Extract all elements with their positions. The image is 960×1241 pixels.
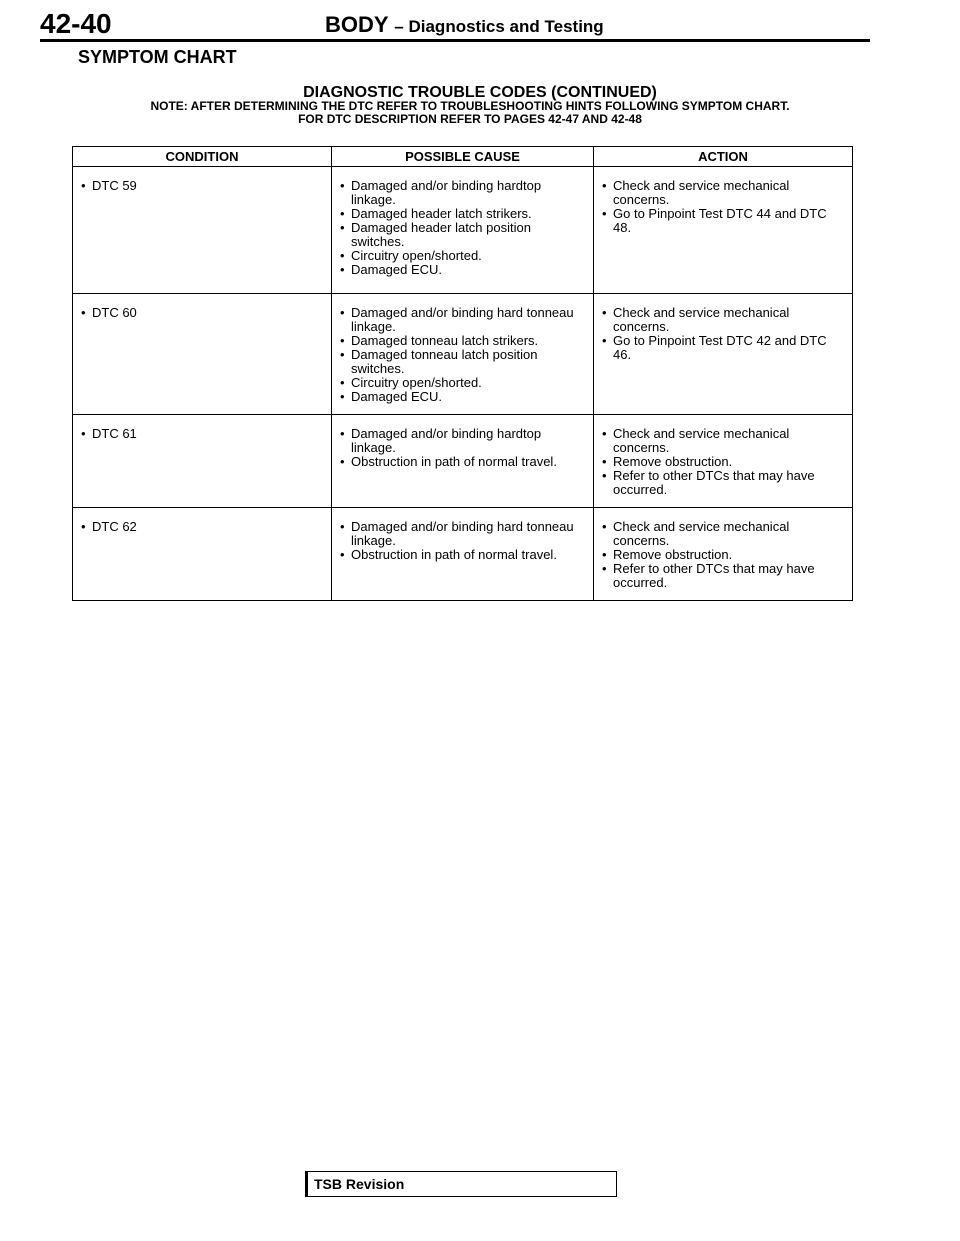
cause-cell — [332, 415, 594, 508]
action-item: • Go to Pinpoint Test DTC 44 and DTC 48. — [602, 207, 846, 235]
table-header-row — [73, 147, 853, 167]
action-cell — [594, 508, 853, 601]
condition-cell — [73, 415, 332, 508]
page-title-subtitle: – Diagnostics and Testing — [394, 17, 604, 36]
action-item: • Check and service mechanical concerns. — [602, 306, 846, 334]
condition-text: • DTC 60 — [81, 306, 325, 320]
cause-item: • Obstruction in path of normal travel. — [340, 548, 587, 562]
section-title: SYMPTOM CHART — [78, 47, 237, 67]
table-row — [73, 508, 853, 601]
cause-item: • Damaged and/or binding hard tonneau linkage. — [340, 520, 587, 548]
page-title — [325, 10, 604, 42]
header-condition: CONDITION — [73, 147, 332, 167]
cause-item: • Damaged ECU. — [340, 263, 587, 277]
cause-item: • Damaged header latch position switches. — [340, 221, 587, 249]
action-item: • Check and service mechanical concerns. — [602, 520, 846, 548]
cause-item: • Obstruction in path of normal travel. — [340, 455, 587, 469]
action-item: • Go to Pinpoint Test DTC 42 and DTC 46. — [602, 334, 846, 362]
cause-item: • Circuitry open/shorted. — [340, 249, 587, 263]
page-title-main: BODY — [325, 12, 389, 37]
cause-item: • Damaged tonneau latch position switches. — [340, 348, 587, 376]
action-item: • Refer to other DTCs that may have occurred. — [602, 562, 846, 590]
action-item: • Check and service mechanical concerns. — [602, 179, 846, 207]
cause-item: • Circuitry open/shorted. — [340, 376, 587, 390]
table-row — [73, 294, 853, 415]
action-item: • Remove obstruction. — [602, 548, 846, 562]
cause-item: • Damaged ECU. — [340, 390, 587, 404]
cause-item: • Damaged and/or binding hard tonneau linkage. — [340, 306, 587, 334]
page-header — [40, 8, 870, 40]
cause-item: • Damaged and/or binding hardtop linkage. — [340, 179, 587, 207]
tsb-box-edge — [306, 1172, 308, 1196]
header-rule — [40, 39, 870, 42]
tsb-revision-box — [305, 1171, 617, 1197]
condition-cell — [73, 167, 332, 294]
table-row — [73, 415, 853, 508]
dtc-heading: DIAGNOSTIC TROUBLE CODES (CONTINUED) — [303, 84, 657, 101]
cause-cell — [332, 294, 594, 415]
symptom-table — [72, 146, 853, 601]
note-line-1: NOTE: AFTER DETERMINING THE DTC REFER TO TROUBLESHOOTING HINTS FOLLOWING SYMPTOM CHART. — [150, 99, 790, 113]
action-cell — [594, 294, 853, 415]
cause-cell — [332, 508, 594, 601]
action-cell — [594, 167, 853, 294]
action-item: • Remove obstruction. — [602, 455, 846, 469]
condition-cell — [73, 508, 332, 601]
condition-text: • DTC 59 — [81, 179, 325, 193]
condition-cell — [73, 294, 332, 415]
condition-text: • DTC 62 — [81, 520, 325, 534]
action-item: • Refer to other DTCs that may have occurred. — [602, 469, 846, 497]
cause-item: • Damaged tonneau latch strikers. — [340, 334, 587, 348]
note-line-2: FOR DTC DESCRIPTION REFER TO PAGES 42-47 AND 42-48 — [298, 112, 642, 126]
condition-text: • DTC 61 — [81, 427, 325, 441]
action-cell — [594, 415, 853, 508]
action-item: • Check and service mechanical concerns. — [602, 427, 846, 455]
header-action: ACTION — [594, 147, 853, 167]
tsb-revision-label: TSB Revision — [314, 1176, 405, 1192]
cause-cell — [332, 167, 594, 294]
cause-item: • Damaged header latch strikers. — [340, 207, 587, 221]
header-possible-cause: POSSIBLE CAUSE — [332, 147, 594, 167]
cause-item: • Damaged and/or binding hardtop linkage. — [340, 427, 587, 455]
page-number: 42-40 — [40, 8, 112, 39]
table-row — [73, 167, 853, 294]
